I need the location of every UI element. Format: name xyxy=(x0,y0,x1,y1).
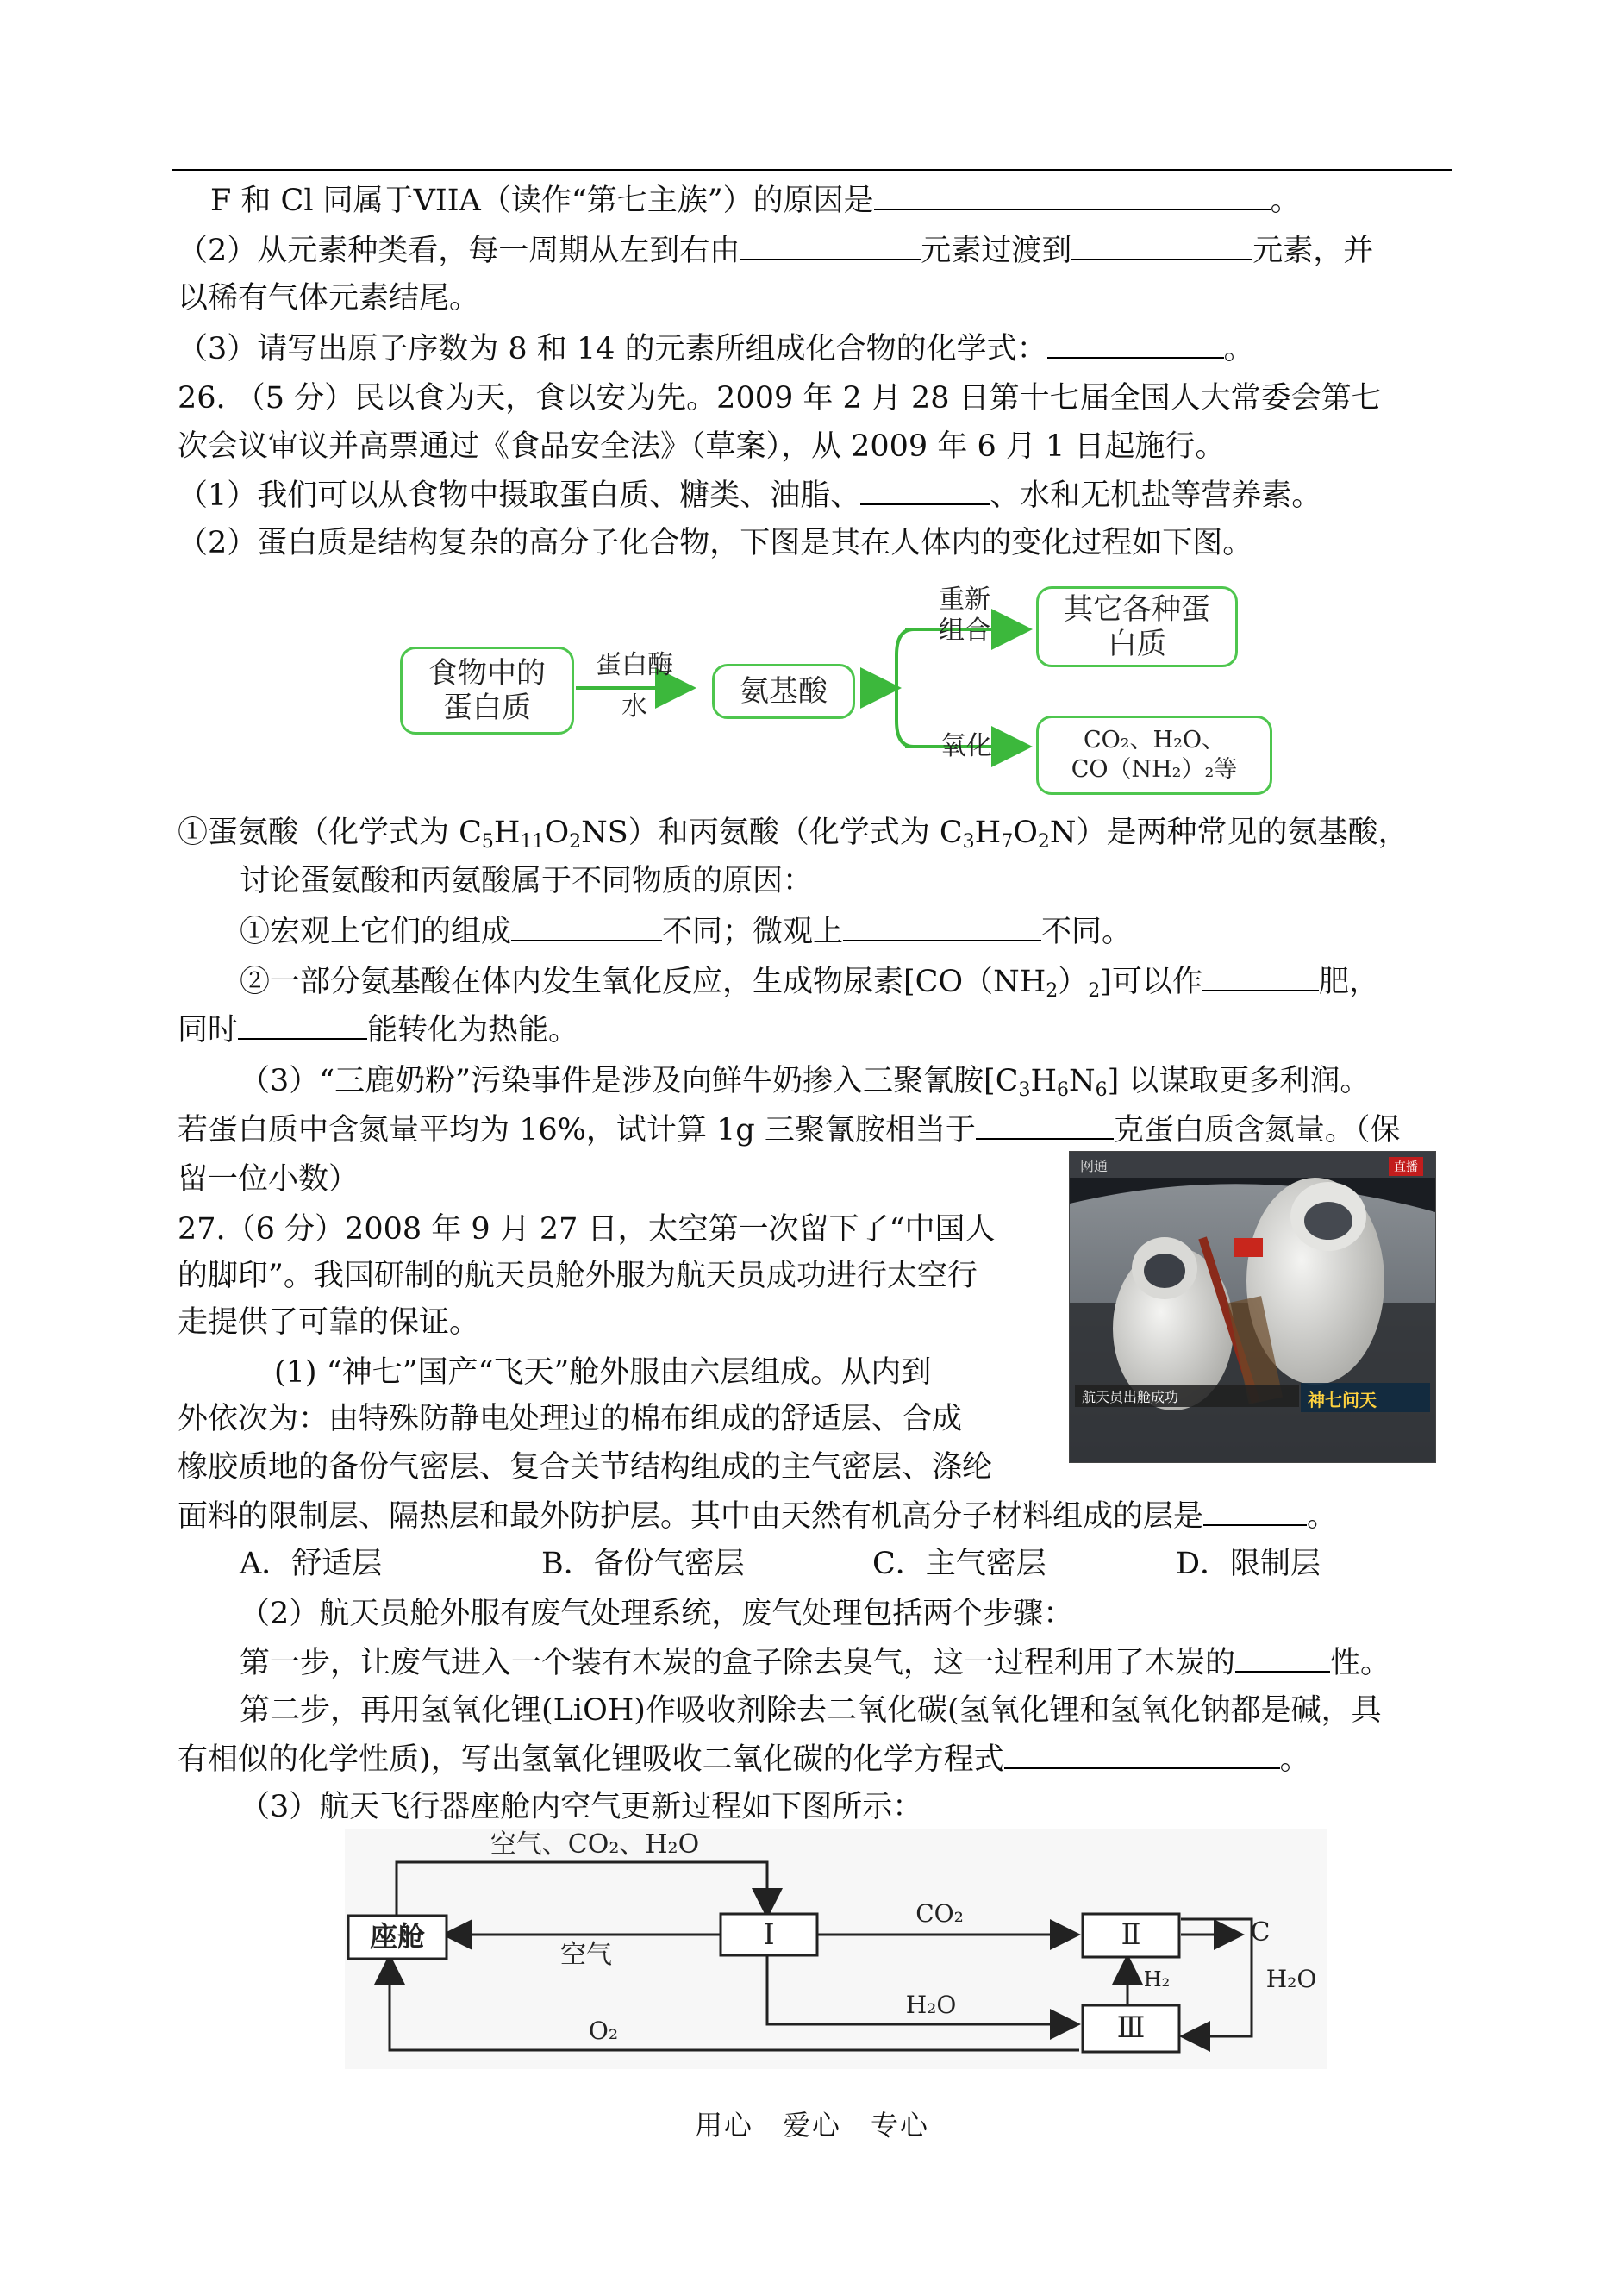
answer-blank[interactable] xyxy=(238,1010,367,1040)
h2o-mid-label: H₂O xyxy=(905,1991,957,2019)
answer-blank[interactable] xyxy=(1047,329,1224,359)
text: N xyxy=(1069,1064,1096,1098)
unit-3-label: Ⅲ xyxy=(1116,2010,1146,2045)
text: 。 xyxy=(1223,332,1254,366)
text-line-14 xyxy=(240,1062,1370,1100)
text: （3）航天飞行器座舱内空气更新过程如下图所示： xyxy=(240,1790,923,1824)
text: 。 xyxy=(1307,1499,1338,1534)
subscript: 2 xyxy=(1046,980,1059,1002)
branch-bracket xyxy=(896,629,914,747)
text-line-16 xyxy=(178,1160,359,1198)
text: 元素，并 xyxy=(1252,234,1374,268)
box-label: 其它各种蛋白质 xyxy=(1064,592,1210,661)
text: 。 xyxy=(1270,184,1301,218)
text-line-1 xyxy=(210,181,1301,220)
text: 性。 xyxy=(1330,1646,1391,1680)
products-line-2: CO（NH₂）₂等 xyxy=(1071,756,1238,783)
text-line-28 xyxy=(178,1740,1310,1779)
text: NS）和丙氨酸（化学式为 C xyxy=(581,816,963,850)
text: （3）“三鹿奶粉”污染事件是涉及向鲜牛奶掺入三聚氰胺[C xyxy=(240,1064,1019,1098)
text-line-13 xyxy=(178,1010,578,1049)
answer-blank[interactable] xyxy=(1235,1643,1330,1673)
subscript: 2 xyxy=(569,831,582,853)
text: 外依次为：由特殊防静电处理过的棉布组成的舒适层、合成 xyxy=(178,1402,963,1436)
text-line-6 xyxy=(178,428,1225,466)
subscript: 2 xyxy=(1037,831,1050,853)
answer-blank[interactable] xyxy=(843,912,1041,941)
program-logo: 神七问天 xyxy=(1308,1390,1377,1410)
text: 第二步，再用氢氧化锂(LiOH)作吸收剂除去二氧化碳(氢氧化锂和氢氧化钠都是碱，具 xyxy=(240,1693,1382,1728)
text-line-10 xyxy=(240,862,813,900)
air-return-label: 空气 xyxy=(560,1940,612,1970)
food-protein-box xyxy=(400,647,574,735)
protein-metabolism-diagram xyxy=(397,586,1276,802)
text-line-26 xyxy=(240,1643,1390,1682)
text-line-23 xyxy=(178,1497,1337,1535)
text-line-27 xyxy=(240,1692,1382,1729)
enzyme-label: 蛋白酶 xyxy=(596,650,673,680)
box-label: 氨基酸 xyxy=(740,674,828,709)
text: ]可以作 xyxy=(1100,965,1202,999)
text: （2）从元素种类看，每一周期从左到右由 xyxy=(178,234,740,268)
text-line-21 xyxy=(178,1400,962,1438)
text: ①宏观上它们的组成 xyxy=(240,915,512,949)
text-line-22 xyxy=(178,1448,992,1486)
text: 能转化为热能。 xyxy=(367,1013,579,1047)
text: O xyxy=(544,816,570,850)
spacewalk-image xyxy=(1070,1152,1435,1462)
live-badge: 直播 xyxy=(1389,1157,1423,1176)
photo-caption: 航天员出舱成功 xyxy=(1082,1389,1179,1405)
recombine-label: 重新组合 xyxy=(939,585,990,646)
subscript: 6 xyxy=(1057,1079,1070,1101)
text: 次会议审议并高票通过《食品安全法》（草案），从 2009 年 6 月 1 日起施行。 xyxy=(178,429,1226,464)
question-26-heading xyxy=(178,379,1382,417)
text: 若蛋白质中含氮量平均为 16%，试计算 1g 三聚氰胺相当于 xyxy=(178,1113,976,1148)
text-line-4 xyxy=(178,329,1254,368)
co2-label: CO₂ xyxy=(915,1899,964,1928)
h2-label: H₂ xyxy=(1143,1967,1171,1992)
text-line-20 xyxy=(274,1354,931,1391)
text-line-11 xyxy=(240,912,1132,951)
text: 有相似的化学性质)，写出氢氧化锂吸收二氧化碳的化学方程式 xyxy=(178,1742,1004,1777)
answer-blank[interactable] xyxy=(1202,962,1319,991)
text: ①蛋氨酸（化学式为 C xyxy=(178,816,482,850)
text: (1) “神七”国产“飞天”舱外服由六层组成。从内到 xyxy=(274,1355,932,1390)
answer-blank[interactable] xyxy=(1004,1740,1280,1769)
text: O xyxy=(1013,816,1038,850)
text: H xyxy=(974,816,1002,850)
text: 讨论蛋氨酸和丙氨酸属于不同物质的原因： xyxy=(240,864,814,898)
text: 同时 xyxy=(178,1013,239,1047)
top-flow-arrow xyxy=(397,1862,767,1919)
subscript: 6 xyxy=(1095,1079,1108,1101)
subscript: 3 xyxy=(1018,1079,1031,1101)
answer-blank[interactable] xyxy=(860,476,990,505)
subscript: 2 xyxy=(1088,980,1101,1002)
text: （2）蛋白质是结构复杂的高分子化合物，下图是其在人体内的变化过程如下图。 xyxy=(178,526,1253,560)
box-label: 食物中的蛋白质 xyxy=(428,656,546,725)
carbon-label: C xyxy=(1250,1917,1271,1948)
cabin-label: 座舱 xyxy=(369,1920,425,1953)
subscript: 11 xyxy=(520,831,545,853)
o2-label: O₂ xyxy=(588,2017,619,2045)
water-label: 水 xyxy=(621,691,647,722)
text: ） xyxy=(1058,965,1089,999)
option-b[interactable]: B．备份气密层 xyxy=(541,1547,745,1581)
text-line-19 xyxy=(178,1304,479,1341)
cabin-diagram-lines xyxy=(345,1829,1327,2069)
text-line-18 xyxy=(178,1257,978,1295)
text: （2）航天员舱外服有废气处理系统，废气处理包括两个步骤： xyxy=(240,1597,1074,1631)
text: 走提供了可靠的保证。 xyxy=(178,1305,480,1340)
text: N）是两种常见的氨基酸， xyxy=(1049,816,1409,850)
answer-blank[interactable] xyxy=(976,1110,1114,1140)
text: 不同；微观上 xyxy=(662,915,844,949)
subscript: 7 xyxy=(1001,831,1014,853)
header-rule xyxy=(172,169,1452,171)
text: 以稀有气体元素结尾。 xyxy=(178,281,480,316)
text: H xyxy=(1030,1064,1058,1098)
h2o-loop-arrow xyxy=(1181,1919,1252,2036)
answer-blank[interactable] xyxy=(511,912,662,941)
text: 、水和无机盐等营养素。 xyxy=(990,478,1322,513)
text: 。 xyxy=(1279,1742,1310,1777)
spacewalk-photo xyxy=(1069,1151,1436,1463)
text: 肥， xyxy=(1318,965,1379,999)
text: ②一部分氨基酸在体内发生氧化反应，生成物尿素[CO（NH xyxy=(240,965,1046,999)
top-flow-label: 空气、CO₂、H₂O xyxy=(490,1829,700,1860)
question-27-heading xyxy=(178,1210,995,1248)
subscript: 5 xyxy=(481,831,494,853)
option-a[interactable]: A．舒适层 xyxy=(240,1547,383,1581)
text: H xyxy=(493,816,521,850)
subscript: 3 xyxy=(962,831,975,853)
oxidation-products-box xyxy=(1036,716,1272,795)
text: （3）请写出原子序数为 8 和 14 的元素所组成化合物的化学式： xyxy=(178,332,1047,366)
channel-tag: 网通 xyxy=(1080,1158,1109,1174)
h2o-loop-label: H₂O xyxy=(1265,1965,1317,1993)
cabin-air-diagram xyxy=(345,1829,1327,2069)
answer-blank[interactable] xyxy=(1071,231,1252,260)
option-d[interactable]: D．限制层 xyxy=(1176,1547,1321,1581)
text: 27.（6 分）2008 年 9 月 27 日，太空第一次留下了“中国人 xyxy=(178,1212,996,1247)
text-line-8 xyxy=(178,524,1252,562)
text-line-12 xyxy=(240,962,1379,1001)
text: 不同。 xyxy=(1041,915,1133,949)
text-line-9 xyxy=(178,814,1409,852)
unit-1-label: I xyxy=(763,1917,775,1952)
products-line-1: CO₂、H₂O、 xyxy=(1083,727,1226,754)
text-line-15 xyxy=(178,1110,1400,1149)
text: F 和 Cl 同属于VIIA（读作“第七主族”）的原因是 xyxy=(210,184,874,218)
text: 26. （5 分）民以食为天，食以安为先。2009 年 2 月 28 日第十七届全国人大常委会第七 xyxy=(178,381,1382,416)
text-line-7 xyxy=(178,476,1321,515)
text: 克蛋白质含氮量。（保 xyxy=(1113,1113,1401,1148)
text: 留一位小数） xyxy=(178,1162,359,1197)
text-line-29 xyxy=(240,1788,922,1826)
option-c[interactable]: C．主气密层 xyxy=(872,1547,1046,1581)
text: （1）我们可以从食物中摄取蛋白质、糖类、油脂、 xyxy=(178,478,861,513)
text: ] 以谋取更多利润。 xyxy=(1107,1064,1371,1098)
text: 橡胶质地的备份气密层、复合关节结构组成的主气密层、涤纶 xyxy=(178,1450,993,1485)
text: 元素过渡到 xyxy=(921,234,1072,268)
answer-blank[interactable] xyxy=(740,231,921,260)
answer-blank[interactable] xyxy=(874,181,1271,210)
page-footer: 用心 爱心 专心 xyxy=(694,2109,929,2142)
text: 第一步，让废气进入一个装有木炭的盒子除去臭气，这一过程利用了木炭的 xyxy=(240,1646,1236,1680)
text-line-3 xyxy=(178,279,479,317)
text-line-25 xyxy=(240,1595,1073,1633)
text-line-2 xyxy=(178,231,1373,270)
text: 面料的限制层、隔热层和最外防护层。其中由天然有机高分子材料组成的层是 xyxy=(178,1499,1204,1534)
oxidize-label: 氧化 xyxy=(940,731,992,761)
text: 的脚印”。我国研制的航天员舱外服为航天员成功进行太空行 xyxy=(178,1259,978,1293)
unit-2-label: Ⅱ xyxy=(1121,1917,1141,1952)
amino-acid-box xyxy=(712,664,855,719)
answer-blank[interactable] xyxy=(1203,1497,1307,1526)
other-proteins-box xyxy=(1036,586,1238,667)
